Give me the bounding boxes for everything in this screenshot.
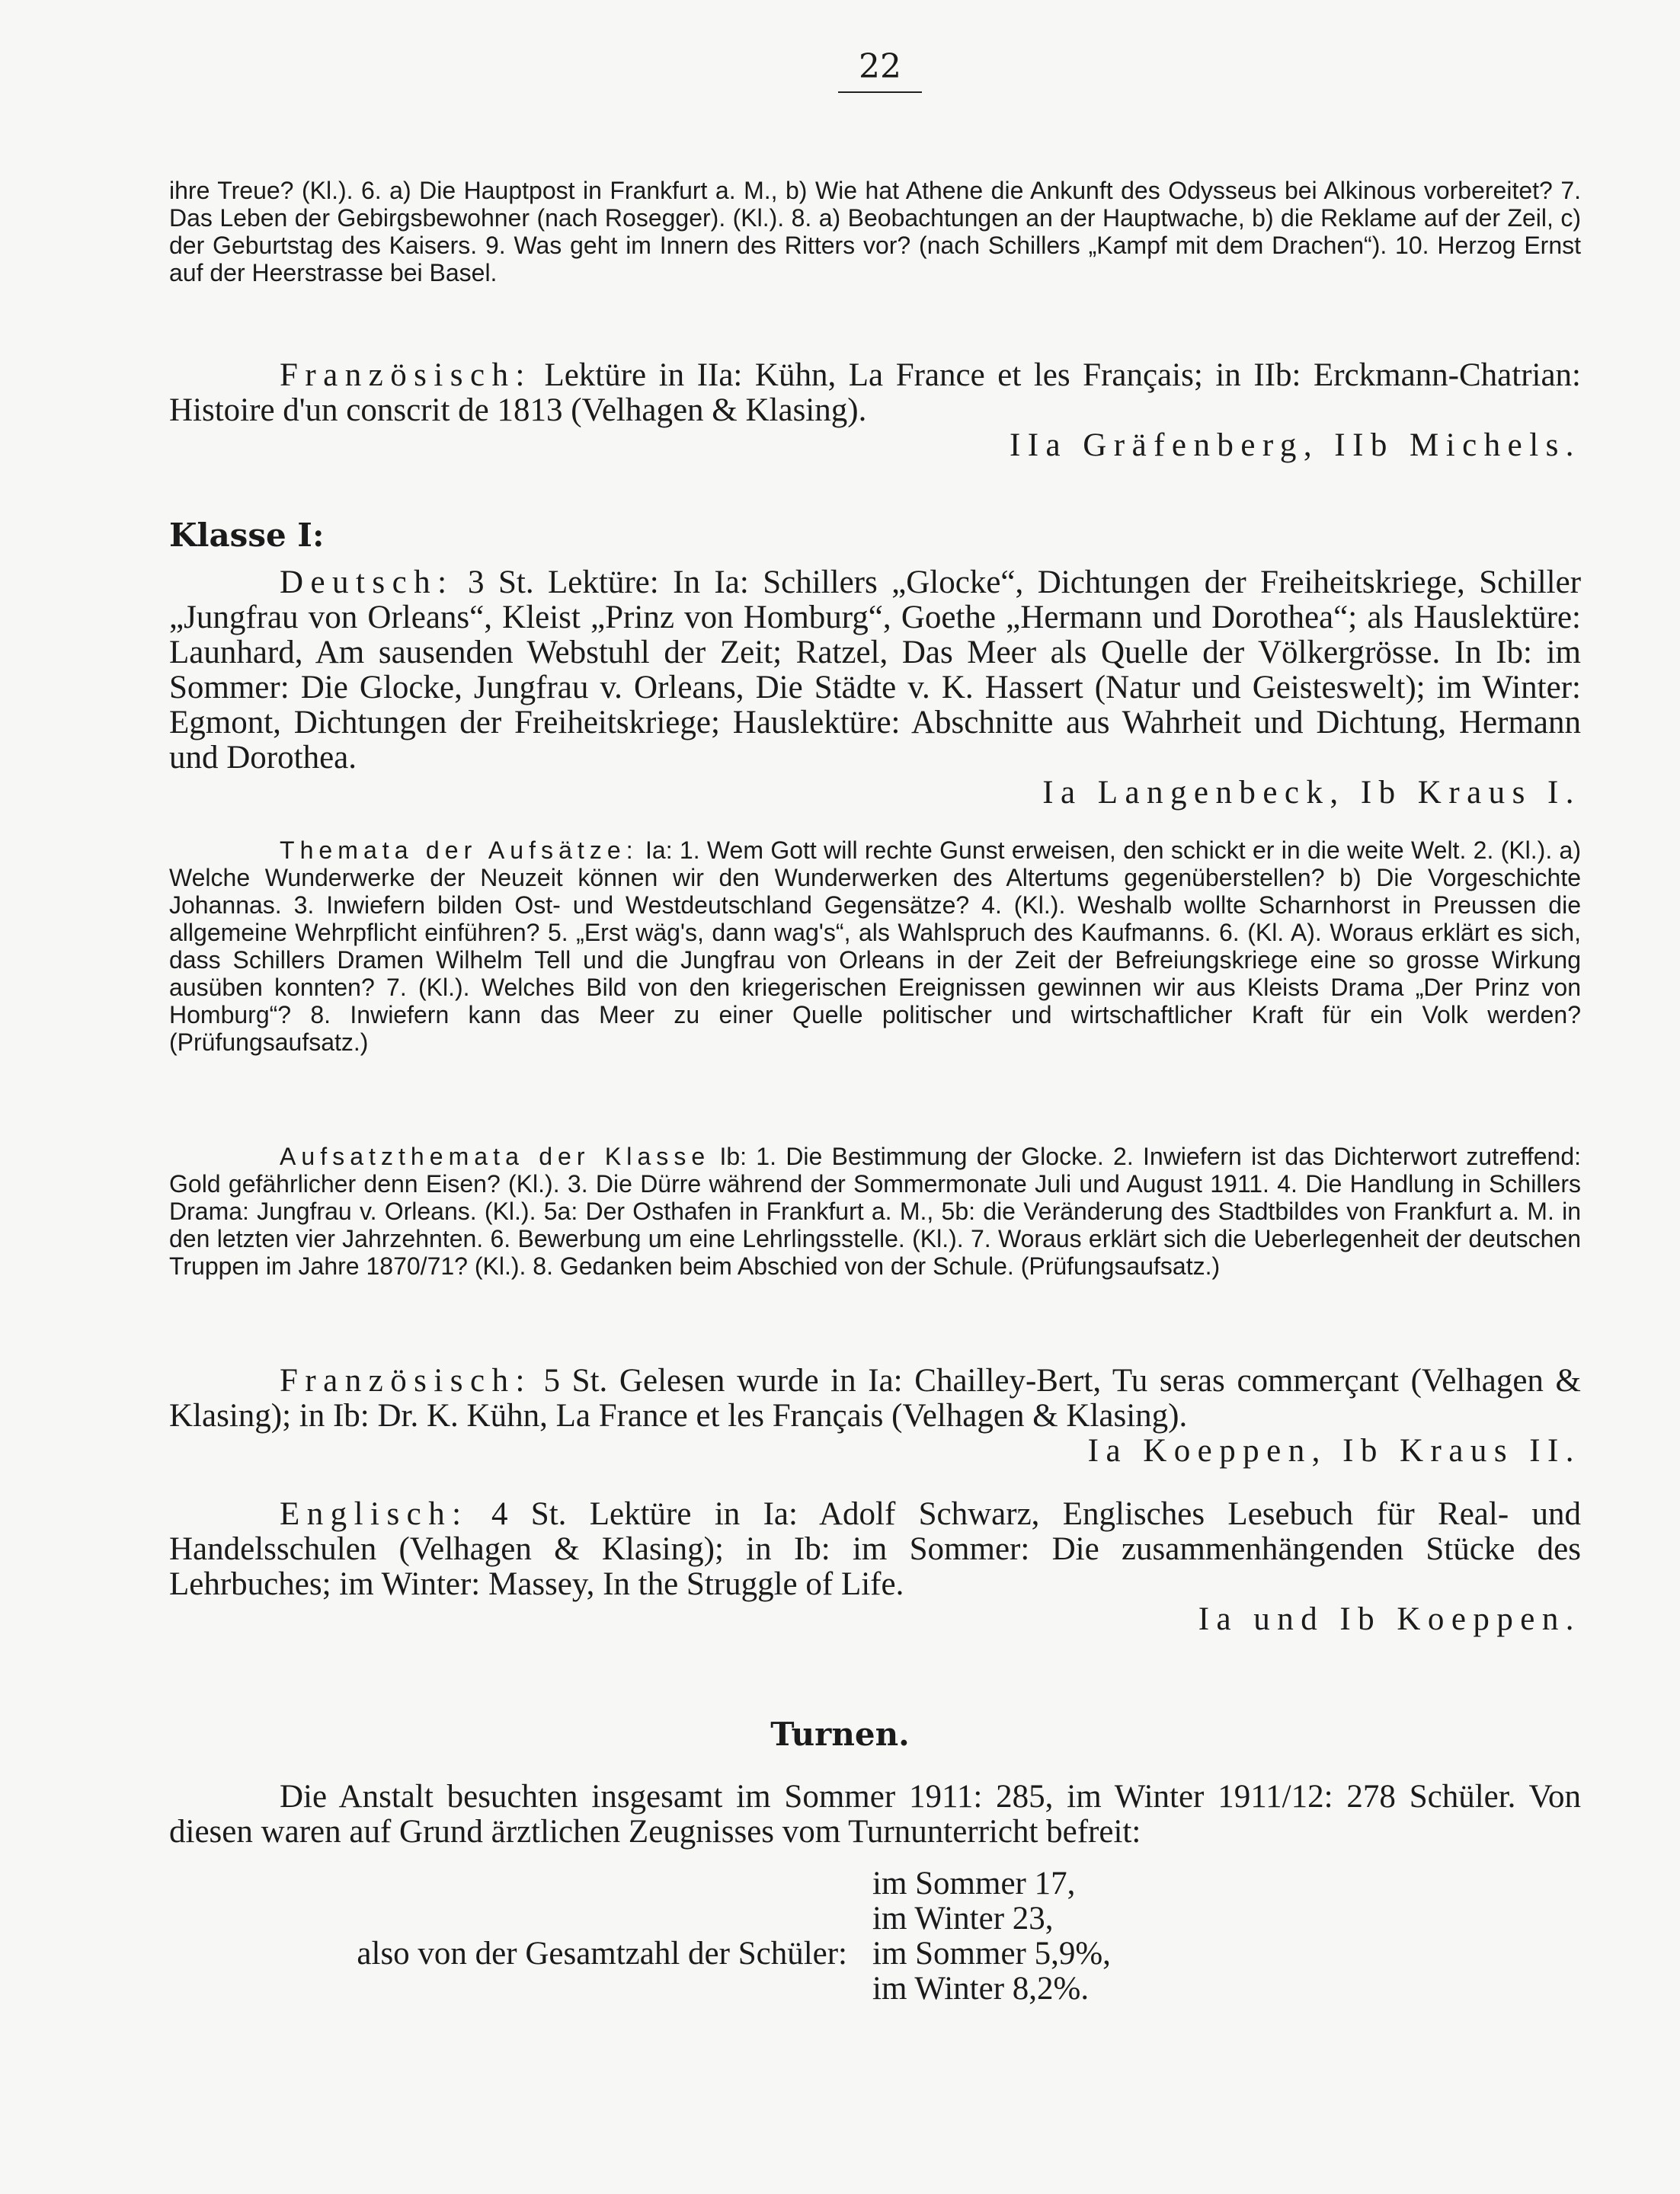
intro-topics xyxy=(169,177,1581,286)
turnen-heading: Turnen. xyxy=(770,1716,910,1753)
franz-i-text: 5 St. Gelesen wurde in Ia: Chailley-Bert, Tu seras commerçant (Velhagen & Klasing); in Ib: Dr. K. Kühn, La France et les Français (Velhagen & Klasing). xyxy=(169,1363,1581,1434)
deutsch-teachers: Ia Langenbeck, Ib Kraus I. xyxy=(1042,775,1581,811)
franz-i-section xyxy=(169,1364,1581,1469)
befreit-winter-count: im Winter 23, xyxy=(872,1901,1054,1937)
befreit-summer-pct: im Sommer 5,9%, xyxy=(872,1936,1111,1972)
deutsch-section xyxy=(169,565,1581,811)
themata-ib-paragraph xyxy=(169,1143,1581,1280)
befreit-stats xyxy=(0,1866,1680,2019)
franz-ii-section xyxy=(169,358,1581,463)
englisch-text: 4 St. Lektüre in Ia: Adolf Schwarz, Englisches Lesebuch für Real- und Handelsschulen (Velhagen & Klasing); in Ib: im Sommer: Die zusammenhängenden Stücke des Lehrbuches; im Winter: Massey, In the Struggle of Life. xyxy=(169,1496,1581,1602)
deutsch-label: Deutsch: xyxy=(280,564,454,600)
turnen-section xyxy=(169,1780,1581,1850)
deutsch-paragraph xyxy=(169,565,1581,776)
englisch-paragraph xyxy=(169,1497,1581,1602)
englisch-label: Englisch: xyxy=(280,1496,469,1532)
themata-ia-paragraph xyxy=(169,836,1581,1056)
themata-ia-text: Ia: 1. Wem Gott will rechte Gunst erweisen, den schickt er in die weite Welt. 2. (Kl.). a) Welche Wunderwerke der Neuzeit können wir den Wunderwerken des Altertums gegenüberstellen? b) Die Vorgeschichte Johannas. 3. Inwiefern bilden Ost- und Westdeutschland Gegensätze? 4. (Kl.). Weshalb wollte Scharnhorst in Preussen die allgemeine Wehrpflicht einführen? 5. „Erst wäg's, dann wag's“, als Wahlspruch des Kaufmanns. 6. (Kl. A). Woraus erklärt es sich, dass Schillers Dramen Wilhelm Tell und die Jungfrau von Orleans in der Zeit der Befreiungskriege eine so grosse Wirkung ausüben konnten? 7. (Kl.). Welches Bild von den kriegerischen Ereignissen gewinnen wir aus Kleists Drama „Der Prinz von Homburg“? 8. Inwiefern kann das Meer zu einer Quelle politischer und wirtschaftlicher Kraft für ein Volk werden? (Prüfungsaufsatz.) xyxy=(169,836,1582,1056)
page-number-rule xyxy=(838,91,922,93)
franz-ii-teachers: IIa Gräfenberg, IIb Michels. xyxy=(1009,427,1581,463)
themata-ib-section xyxy=(169,1143,1581,1280)
franz-i-teachers: Ia Koeppen, Ib Kraus II. xyxy=(1087,1433,1581,1469)
befreit-summer-count: im Sommer 17, xyxy=(872,1866,1076,1901)
themata-ib-label: Aufsatzthemata der Klasse xyxy=(280,1143,711,1170)
franz-i-paragraph xyxy=(169,1364,1581,1434)
turnen-text: Die Anstalt besuchten insgesamt im Sommer 1911: 285, im Winter 1911/12: 278 Schüler. Von diesen waren auf Grund ärztlichen Zeugnisses vom Turnunterricht befreit: xyxy=(169,1779,1581,1850)
franz-ii-paragraph xyxy=(169,358,1581,428)
englisch-section xyxy=(169,1497,1581,1637)
klasse-heading: Klasse I: xyxy=(169,517,325,554)
franz-i-label: Französisch: xyxy=(280,1363,532,1399)
deutsch-text: 3 St. Lektüre: In Ia: Schillers „Glocke“, Dichtungen der Freiheitskriege, Schiller „Jungfrau von Orleans“, Kleist „Prinz von Homburg“, Goethe „Hermann und Dorothea“; als Hauslektüre: Launhard, Am sausenden Webstuhl der Zeit; Ratzel, Das Meer als Quelle der Völkergrösse. In Ib: im Sommer: Die Glocke, Jungfrau v. Orleans, Die Städte v. K. Hassert (Natur und Geisteswelt); im Winter: Egmont, Dichtungen der Freiheitskriege; Hauslektüre: Abschnitte aus Wahrheit und Dichtung, Hermann und Dorothea. xyxy=(169,564,1582,776)
intro-topics-text: ihre Treue? (Kl.). 6. a) Die Hauptpost in Frankfurt a. M., b) Wie hat Athene die Ankunft des Odysseus bei Alkinous vorbereitet? 7. Das Leben der Gebirgsbewohner (nach Rosegger). (Kl.). 8. a) Beobachtungen an der Hauptwache, b) die Reklame auf der Zeil, c) der Geburtstag des Kaisers. 9. Was geht im Innern des Ritters vor? (nach Schillers „Kampf mit dem Drachen“). 10. Herzog Ernst auf der Heerstrasse bei Basel. xyxy=(169,177,1581,286)
franz-ii-label: Französisch: xyxy=(280,357,532,393)
themata-ia-label: Themata der Aufsätze: xyxy=(280,836,638,864)
befreit-winter-pct: im Winter 8,2%. xyxy=(872,1971,1090,2007)
page-number: 22 xyxy=(859,47,901,86)
englisch-teachers: Ia und Ib Koeppen. xyxy=(1198,1601,1581,1637)
befreit-gesamt-label: also von der Gesamtzahl der Schüler: xyxy=(357,1936,847,1972)
themata-ia-section xyxy=(169,836,1581,1056)
franz-ii-text: Lektüre in IIa: Kühn, La France et les Français; in IIb: Erckmann-Chatrian: Histoire d'un conscrit de 1813 (Velhagen & Klasing). xyxy=(169,357,1582,428)
themata-ib-text: Ib: 1. Die Bestimmung der Glocke. 2. Inwiefern ist das Dichterwort zutreffend: Gold gefährlicher denn Eisen? (Kl.). 3. Die Dürre während der Sommermonate Juli und August 1911. 4. Die Handlung in Schillers Drama: Jungfrau v. Orleans. (Kl.). 5a: Der Osthafen in Frankfurt a. M., 5b: die Veränderung des Stadtbildes von Frankfurt a. M. in den letzten vier Jahrzehnten. 6. Bewerbung um eine Lehrlingsstelle. (Kl.). 7. Woraus erklärt sich die Ueberlegenheit der deutschen Truppen im Jahre 1870/71? (Kl.). 8. Gedanken beim Abschied von der Schule. (Prüfungsaufsatz.) xyxy=(169,1143,1581,1280)
